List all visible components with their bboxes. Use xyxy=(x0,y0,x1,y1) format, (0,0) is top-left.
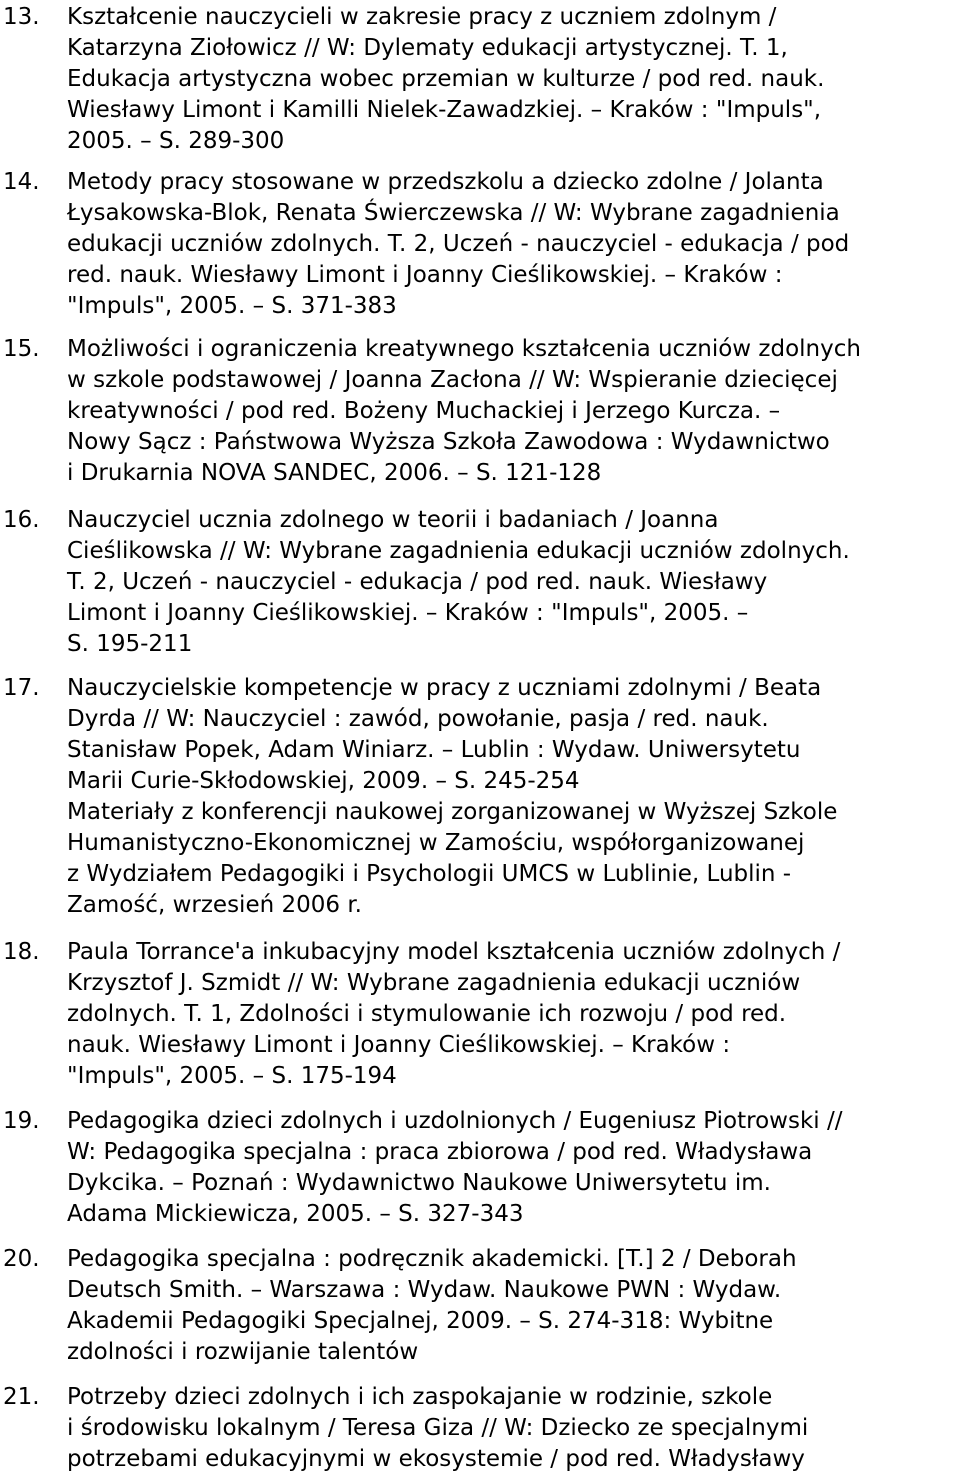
entry-line: Akademii Pedagogiki Specjalnej, 2009. – S. 274-318: Wybitne xyxy=(67,1308,774,1334)
entry-line: i środowisku lokalnym / Teresa Giza // W: Dziecko ze specjalnymi xyxy=(67,1415,809,1441)
entry-number: 18. xyxy=(3,939,40,965)
entry-line: Nowy Sącz : Państwowa Wyższa Szkoła Zawodowa : Wydawnictwo xyxy=(67,429,830,455)
entry-line: Nauczycielskie kompetencje w pracy z uczniami zdolnymi / Beata xyxy=(67,675,822,701)
entry-line: "Impuls", 2005. – S. 371-383 xyxy=(67,293,397,319)
entry-line: Pedagogika specjalna : podręcznik akademicki. [T.] 2 / Deborah xyxy=(67,1246,797,1272)
entry-text xyxy=(67,2,960,157)
entry-note-line: z Wydziałem Pedagogiki i Psychologii UMCS w Lublinie, Lublin - xyxy=(67,861,792,887)
entry-line: Edukacja artystyczna wobec przemian w kulturze / pod red. nauk. xyxy=(67,66,825,92)
entry-line: Marii Curie-Skłodowskiej, 2009. – S. 245-254 xyxy=(67,768,580,794)
entry-note-line: Zamość, wrzesień 2006 r. xyxy=(67,892,362,918)
entry-number: 17. xyxy=(3,675,40,701)
entry-line: Nauczyciel ucznia zdolnego w teorii i badaniach / Joanna xyxy=(67,507,719,533)
entry-line: Paula Torrance'a inkubacyjny model kształcenia uczniów zdolnych / xyxy=(67,939,841,965)
entry-line: nauk. Wiesławy Limont i Joanny Cieślikowskiej. – Kraków : xyxy=(67,1032,731,1058)
entry-line: i Drukarnia NOVA SANDEC, 2006. – S. 121-128 xyxy=(67,460,602,486)
entry-number: 19. xyxy=(3,1108,40,1134)
entry-line: Deutsch Smith. – Warszawa : Wydaw. Naukowe PWN : Wydaw. xyxy=(67,1277,782,1303)
entry-line: Katarzyna Ziołowicz // W: Dylematy edukacji artystycznej. T. 1, xyxy=(67,35,788,61)
entry-line: Potrzeby dzieci zdolnych i ich zaspokajanie w rodzinie, szkole xyxy=(67,1384,773,1410)
entry-number: 16. xyxy=(3,507,40,533)
entry-line: edukacji uczniów zdolnych. T. 2, Uczeń - nauczyciel - edukacja / pod xyxy=(67,231,850,257)
entry-text xyxy=(67,1382,960,1475)
entry-text xyxy=(67,1106,960,1230)
entry-line: Metody pracy stosowane w przedszkolu a dziecko zdolne / Jolanta xyxy=(67,169,824,195)
entry-line: "Impuls", 2005. – S. 175-194 xyxy=(67,1063,397,1089)
entry-text xyxy=(67,673,960,921)
entry-line: w szkole podstawowej / Joanna Zacłona // W: Wspieranie dziecięcej xyxy=(67,367,838,393)
entry-line: W: Pedagogika specjalna : praca zbiorowa / pod red. Władysława xyxy=(67,1139,813,1165)
entry-line: Cieślikowska // W: Wybrane zagadnienia edukacji uczniów zdolnych. xyxy=(67,538,850,564)
entry-text xyxy=(67,334,960,489)
entry-line: Adama Mickiewicza, 2005. – S. 327-343 xyxy=(67,1201,524,1227)
entry-line: red. nauk. Wiesławy Limont i Joanny Cieślikowskiej. – Kraków : xyxy=(67,262,783,288)
entry-line: potrzebami edukacyjnymi w ekosystemie / pod red. Władysławy xyxy=(67,1446,805,1472)
entry-line: Wiesławy Limont i Kamilli Nielek-Zawadzkiej. – Kraków : "Impuls", xyxy=(67,97,822,123)
entry-line: zdolnych. T. 1, Zdolności i stymulowanie ich rozwoju / pod red. xyxy=(67,1001,787,1027)
entry-line: Dykcika. – Poznań : Wydawnictwo Naukowe Uniwersytetu im. xyxy=(67,1170,771,1196)
entry-number: 13. xyxy=(3,4,40,30)
entry-note-line: Materiały z konferencji naukowej zorganizowanej w Wyższej Szkole xyxy=(67,799,838,825)
entry-line: Krzysztof J. Szmidt // W: Wybrane zagadnienia edukacji uczniów xyxy=(67,970,801,996)
entry-text xyxy=(67,937,960,1092)
entry-number: 15. xyxy=(3,336,40,362)
entry-line: Limont i Joanny Cieślikowskiej. – Kraków : "Impuls", 2005. – xyxy=(67,600,749,626)
entry-number: 14. xyxy=(3,169,40,195)
entry-line: kreatywności / pod red. Bożeny Muchackiej i Jerzego Kurcza. – xyxy=(67,398,781,424)
entry-line: Pedagogika dzieci zdolnych i uzdolnionych / Eugeniusz Piotrowski // xyxy=(67,1108,843,1134)
entry-note-line: Humanistyczno-Ekonomicznej w Zamościu, współorganizowanej xyxy=(67,830,805,856)
entry-line: S. 195-211 xyxy=(67,631,193,657)
entry-line: Kształcenie nauczycieli w zakresie pracy z uczniem zdolnym / xyxy=(67,4,777,30)
entry-text xyxy=(67,1244,960,1368)
entry-line: Stanisław Popek, Adam Winiarz. – Lublin : Wydaw. Uniwersytetu xyxy=(67,737,801,763)
entry-line: Możliwości i ograniczenia kreatywnego kształcenia uczniów zdolnych xyxy=(67,336,861,362)
entry-number: 20. xyxy=(3,1246,40,1272)
entry-line: Łysakowska-Blok, Renata Świerczewska // W: Wybrane zagadnienia xyxy=(67,200,840,226)
entry-line: T. 2, Uczeń - nauczyciel - edukacja / pod red. nauk. Wiesławy xyxy=(67,569,768,595)
entry-line: 2005. – S. 289-300 xyxy=(67,128,285,154)
entry-text xyxy=(67,167,960,322)
entry-number: 21. xyxy=(3,1384,40,1410)
entry-line: zdolności i rozwijanie talentów xyxy=(67,1339,419,1365)
entry-line: Dyrda // W: Nauczyciel : zawód, powołanie, pasja / red. nauk. xyxy=(67,706,769,732)
entry-text xyxy=(67,505,960,660)
